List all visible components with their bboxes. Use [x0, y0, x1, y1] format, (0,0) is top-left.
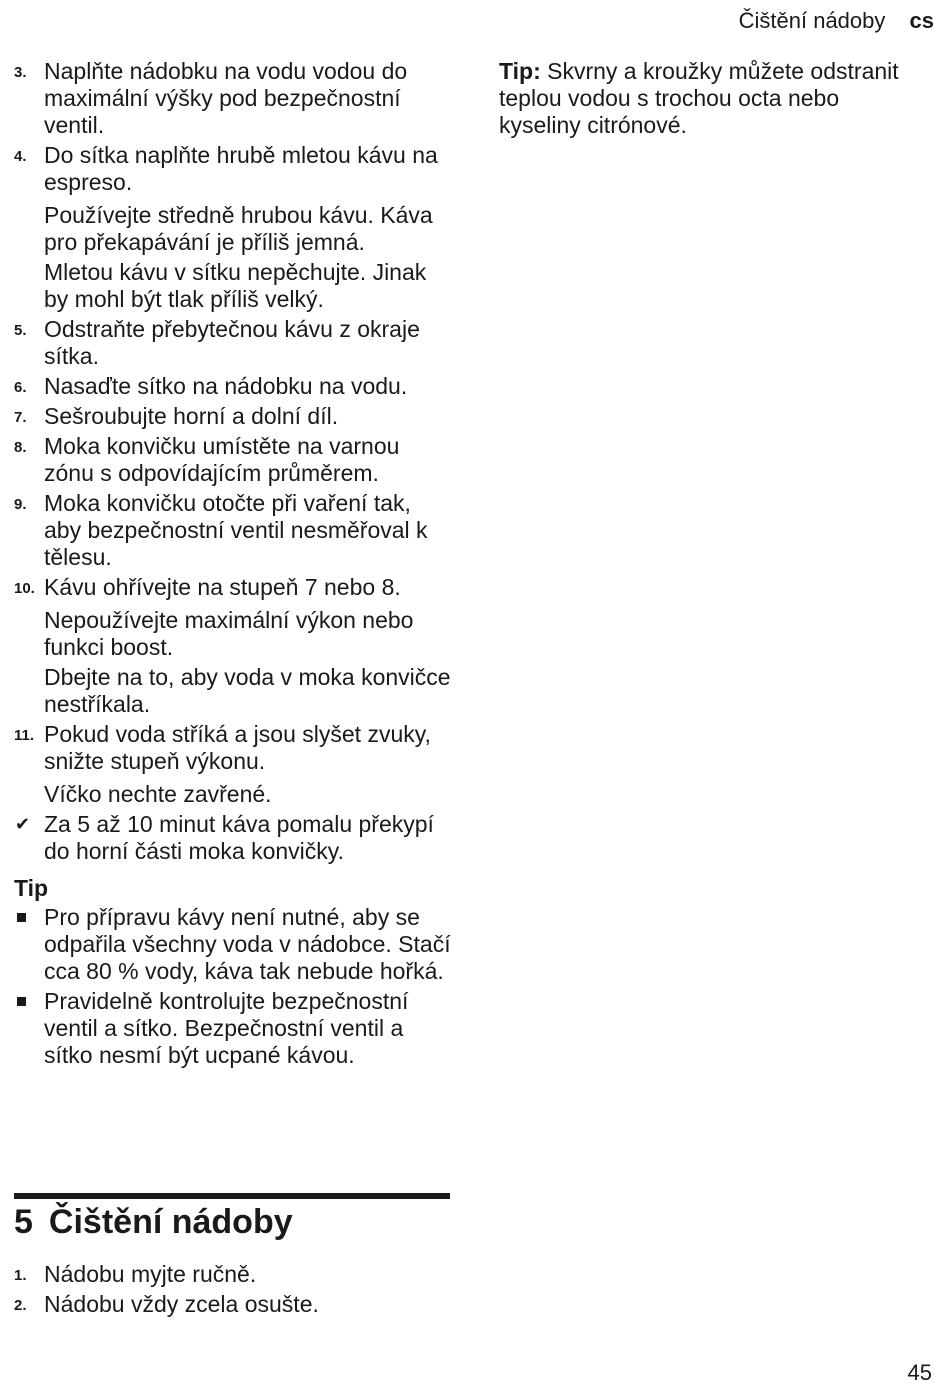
step-text: Odstraňte přebytečnou kávu z okraje sítka. — [44, 316, 420, 369]
step-number: 9. — [14, 496, 27, 513]
step-text: Nádobu myjte ručně. — [44, 1261, 257, 1287]
step-number: 5. — [14, 322, 27, 339]
step-number: 11. — [14, 727, 35, 744]
step-note: Nepoužívejte maximální výkon nebo funkci boost. — [44, 607, 414, 660]
step-item — [14, 142, 454, 196]
step-number: 2. — [14, 1297, 27, 1314]
step-text: Moka konvičku umístěte na varnou zónu s odpovídajícím průměrem. — [44, 433, 400, 486]
step-item — [14, 1291, 454, 1318]
step-text: Do sítka naplňte hrubě mletou kávu na espreso. — [44, 142, 438, 195]
step-text: Nádobu vždy zcela osušte. — [44, 1291, 319, 1317]
step-note: Mletou kávu v sítku nepěchujte. Jinak by mohl být tlak příliš velký. — [44, 259, 427, 312]
step-number: 3. — [14, 64, 27, 81]
right-column — [499, 58, 919, 139]
step-item — [14, 574, 454, 601]
step-number: 1. — [14, 1267, 27, 1284]
section-title: Čištění nádoby — [48, 1203, 293, 1241]
checkmark-icon: ✔ — [15, 814, 31, 834]
step-number: 6. — [14, 379, 27, 396]
tip-label: Tip: — [499, 58, 541, 84]
tip-text: Skvrny a kroužky můžete odstranit teplou vodou s trochou octa nebo kyseliny citrónové. — [499, 58, 899, 138]
tip-bullet-item — [14, 988, 454, 1069]
tip-heading: Tip — [14, 875, 49, 901]
page-number: 45 — [907, 1360, 932, 1385]
step-text: Naplňte nádobku na vodu vodou do maximální výšky pod bezpečnostní ventil. — [44, 58, 408, 138]
step-item — [14, 1261, 454, 1288]
step-item — [14, 433, 454, 487]
step-number: 7. — [14, 409, 27, 426]
header-title: Čištění nádoby — [738, 8, 886, 33]
step-note: Dbejte na to, aby voda v moka konvičce nestříkala. — [44, 664, 451, 717]
step-note: Víčko nechte zavřené. — [44, 781, 272, 807]
header-language: cs — [909, 8, 934, 33]
section-steps — [14, 1261, 454, 1321]
step-item — [14, 58, 454, 139]
step-item — [14, 721, 454, 775]
step-number: 10. — [14, 580, 35, 597]
square-bullet-icon — [17, 913, 26, 922]
section-heading — [14, 1203, 293, 1242]
result-text: Za 5 až 10 minut káva pomalu překypí do horní části moka konvičky. — [44, 811, 434, 864]
step-item — [14, 316, 454, 370]
left-column — [14, 58, 454, 1072]
step-text: Moka konvičku otočte při vaření tak, aby bezpečnostní ventil nesměřoval k tělesu. — [44, 490, 428, 570]
tip-text: Pravidelně kontrolujte bezpečnostní ventil a sítko. Bezpečnostní ventil a sítko nesmí být ucpané kávou. — [44, 988, 409, 1068]
step-text: Nasaďte sítko na nádobku na vodu. — [44, 373, 408, 399]
step-item — [14, 403, 454, 430]
step-note: Používejte středně hrubou kávu. Káva pro překapávání je příliš jemná. — [44, 202, 433, 255]
step-item — [14, 490, 454, 571]
running-header — [739, 8, 934, 34]
step-text: Sešroubujte horní a dolní díl. — [44, 403, 339, 429]
result-item — [14, 811, 454, 865]
tip-bullet-item — [14, 904, 454, 985]
step-number: 8. — [14, 439, 27, 456]
step-item — [14, 373, 454, 400]
step-text: Kávu ohřívejte na stupeň 7 nebo 8. — [44, 574, 401, 600]
section-number: 5 — [14, 1203, 33, 1241]
section-divider — [14, 1193, 450, 1199]
tip-text: Pro přípravu kávy není nutné, aby se odpařila všechny voda v nádobce. Stačí cca 80 % vody, káva tak nebude hořká. — [44, 904, 451, 984]
step-number: 4. — [14, 148, 27, 165]
step-text: Pokud voda stříká a jsou slyšet zvuky, snižte stupeň výkonu. — [44, 721, 431, 774]
square-bullet-icon — [17, 997, 26, 1006]
